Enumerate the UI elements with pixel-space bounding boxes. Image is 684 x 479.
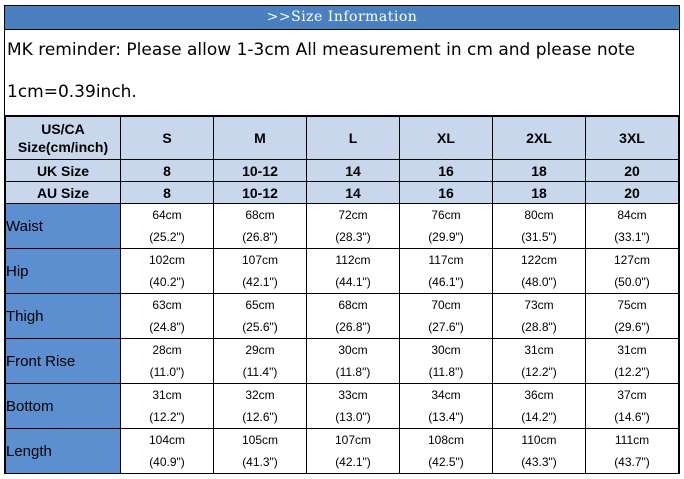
inch-value: (46.1")	[428, 275, 464, 289]
cm-value: 31cm	[152, 388, 182, 402]
cm-value: 30cm	[431, 343, 461, 357]
cm-value: 33cm	[338, 388, 368, 402]
measurement-cell	[400, 339, 493, 384]
measurement-cell	[586, 429, 679, 474]
uk-size-value: 18	[493, 160, 586, 182]
cm-value: 68cm	[338, 298, 368, 312]
measurement-cell	[121, 429, 214, 474]
inch-value: (11.4")	[242, 365, 278, 379]
table-row	[6, 249, 679, 294]
measurement-cell	[121, 249, 214, 294]
inch-value: (28.8")	[521, 320, 557, 334]
inch-value: (12.2")	[521, 365, 557, 379]
measurement-cell	[121, 204, 214, 249]
measurement-cell	[307, 249, 400, 294]
measurement-cell	[307, 429, 400, 474]
measurement-cell	[121, 339, 214, 384]
measurement-cell	[493, 294, 586, 339]
au-size-value: 20	[586, 182, 679, 204]
cm-value: 102cm	[148, 253, 186, 267]
uk-size-label: UK Size	[6, 160, 121, 182]
inch-value: (14.2")	[521, 410, 557, 424]
inch-value: (43.3")	[521, 455, 557, 469]
measurement-cell	[121, 294, 214, 339]
inch-value: (42.5")	[428, 455, 464, 469]
inch-value: (29.9")	[428, 230, 464, 244]
au-size-value: 16	[400, 182, 493, 204]
measurement-cell	[586, 294, 679, 339]
size-header-xl: XL	[400, 117, 493, 160]
cm-value: 105cm	[241, 433, 279, 447]
inch-value: (43.7")	[614, 455, 650, 469]
size-header-m: M	[214, 117, 307, 160]
cm-value: 110cm	[521, 433, 557, 447]
inch-value: (14.6")	[614, 410, 650, 424]
measurement-cell	[586, 339, 679, 384]
measurement-cell	[400, 429, 493, 474]
measurement-cell	[493, 249, 586, 294]
size-chart	[4, 5, 680, 474]
cm-value: 73cm	[524, 298, 554, 312]
uk-size-value: 14	[307, 160, 400, 182]
size-info-title: >>Size Information	[5, 6, 679, 30]
cm-value: 104cm	[148, 433, 186, 447]
uk-size-value: 8	[121, 160, 214, 182]
uk-size-value: 20	[586, 160, 679, 182]
au-size-row	[6, 182, 679, 204]
measurement-cell	[400, 384, 493, 429]
uk-size-value: 16	[400, 160, 493, 182]
inch-value: (13.0")	[335, 410, 371, 424]
cm-value: 32cm	[245, 388, 275, 402]
cm-value: 34cm	[431, 388, 461, 402]
inch-value: (40.2")	[149, 275, 185, 289]
inch-value: (48.0")	[521, 275, 557, 289]
inch-value: (26.8")	[242, 230, 278, 244]
cm-value: 84cm	[617, 208, 647, 222]
cm-value: 75cm	[617, 298, 647, 312]
cm-value: 127cm	[613, 253, 651, 267]
us-size-header-row	[6, 117, 679, 160]
measurement-cell	[214, 339, 307, 384]
inch-value: (42.1")	[335, 455, 371, 469]
cm-value: 117cm	[428, 253, 464, 267]
cm-value: 63cm	[152, 298, 182, 312]
inch-value: (11.8")	[428, 365, 464, 379]
inch-value: (27.6")	[428, 320, 464, 334]
measurement-cell	[307, 384, 400, 429]
reminder-line-1: MK reminder: Please allow 1-3cm All measurement in cm and please note	[7, 40, 636, 60]
inch-value: (12.2")	[149, 410, 185, 424]
measurement-cell	[586, 204, 679, 249]
inch-value: (11.8")	[335, 365, 371, 379]
uk-size-value: 10-12	[214, 160, 307, 182]
table-row	[6, 429, 679, 474]
inch-value: (24.8")	[149, 320, 185, 334]
au-size-value: 10-12	[214, 182, 307, 204]
measurement-cell	[307, 204, 400, 249]
reminder-note	[5, 30, 679, 116]
cm-value: 108cm	[427, 433, 465, 447]
au-size-value: 8	[121, 182, 214, 204]
measurement-label: Length	[6, 429, 121, 474]
cm-value: 76cm	[431, 208, 461, 222]
size-table	[5, 116, 679, 474]
measurement-label: Thigh	[6, 294, 121, 339]
measurement-cell	[493, 339, 586, 384]
measurement-cell	[400, 294, 493, 339]
measurement-cell	[214, 294, 307, 339]
cm-value: 28cm	[152, 343, 182, 357]
cm-value: 80cm	[524, 208, 554, 222]
au-size-label: AU Size	[6, 182, 121, 204]
measurement-cell	[586, 249, 679, 294]
cm-value: 29cm	[245, 343, 275, 357]
measurement-cell	[214, 429, 307, 474]
measurement-cell	[493, 429, 586, 474]
cm-value: 37cm	[617, 388, 647, 402]
inch-value: (50.0")	[614, 275, 650, 289]
measurement-cell	[493, 204, 586, 249]
inch-value: (13.4")	[428, 410, 464, 424]
cm-value: 111cm	[614, 433, 650, 447]
table-row	[6, 294, 679, 339]
cm-value: 107cm	[334, 433, 372, 447]
measurement-rows	[6, 204, 679, 474]
size-header-2xl: 2XL	[493, 117, 586, 160]
table-row	[6, 339, 679, 384]
corner-line-2: Size(cm/inch)	[17, 139, 109, 155]
measurement-cell	[307, 294, 400, 339]
measurement-cell	[214, 249, 307, 294]
measurement-cell	[121, 384, 214, 429]
cm-value: 36cm	[524, 388, 554, 402]
inch-value: (25.6")	[242, 320, 278, 334]
cm-value: 31cm	[617, 343, 647, 357]
measurement-cell	[214, 384, 307, 429]
measurement-cell	[307, 339, 400, 384]
measurement-label: Bottom	[6, 384, 121, 429]
cm-value: 112cm	[335, 253, 371, 267]
measurement-label: Front Rise	[6, 339, 121, 384]
inch-value: (42.1")	[242, 275, 278, 289]
inch-value: (44.1")	[335, 275, 371, 289]
cm-value: 107cm	[241, 253, 279, 267]
measurement-label: Hip	[6, 249, 121, 294]
measurement-cell	[400, 249, 493, 294]
corner-line-1: US/CA	[41, 121, 85, 137]
measurement-label: Waist	[6, 204, 121, 249]
cm-value: 30cm	[338, 343, 368, 357]
cm-value: 65cm	[245, 298, 275, 312]
uk-size-row	[6, 160, 679, 182]
size-header-l: L	[307, 117, 400, 160]
cm-value: 72cm	[338, 208, 368, 222]
au-size-value: 14	[307, 182, 400, 204]
inch-value: (12.2")	[614, 365, 650, 379]
cm-value: 70cm	[431, 298, 461, 312]
inch-value: (26.8")	[335, 320, 371, 334]
size-header-s: S	[121, 117, 214, 160]
reminder-line-2: 1cm=0.39inch.	[7, 82, 137, 102]
inch-value: (25.2")	[149, 230, 185, 244]
cm-value: 68cm	[245, 208, 275, 222]
measurement-cell	[400, 204, 493, 249]
measurement-cell	[493, 384, 586, 429]
au-size-value: 18	[493, 182, 586, 204]
inch-value: (40.9")	[149, 455, 185, 469]
cm-value: 31cm	[524, 343, 554, 357]
size-header-3xl: 3XL	[586, 117, 679, 160]
cm-value: 122cm	[520, 253, 558, 267]
cm-value: 64cm	[152, 208, 182, 222]
inch-value: (29.6")	[614, 320, 650, 334]
inch-value: (31.5")	[521, 230, 557, 244]
table-row	[6, 384, 679, 429]
inch-value: (33.1")	[614, 230, 650, 244]
inch-value: (11.0")	[149, 365, 185, 379]
inch-value: (41.3")	[242, 455, 278, 469]
measurement-cell	[214, 204, 307, 249]
us-size-corner-header	[6, 117, 121, 160]
table-row	[6, 204, 679, 249]
inch-value: (28.3")	[335, 230, 371, 244]
inch-value: (12.6")	[242, 410, 278, 424]
measurement-cell	[586, 384, 679, 429]
